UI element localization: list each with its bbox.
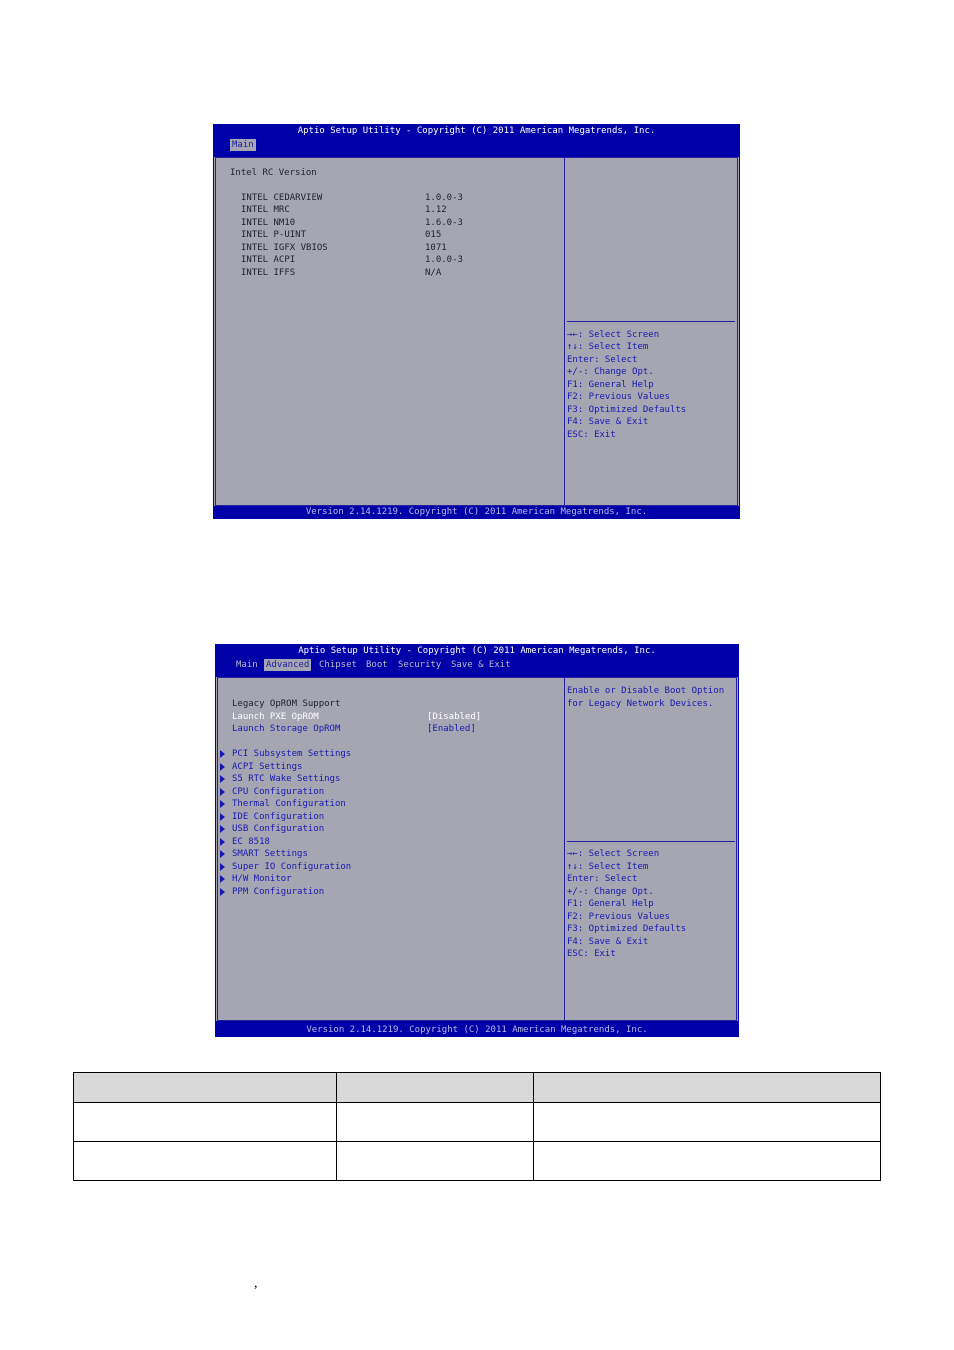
row-value: 1071 xyxy=(425,243,447,253)
row-label: INTEL P-UINT xyxy=(241,230,307,240)
row-value: 015 xyxy=(425,230,442,240)
table-header-cell xyxy=(74,1073,337,1103)
tab-security[interactable]: Security xyxy=(398,660,442,670)
bios-tab-bar xyxy=(215,658,739,672)
table-cell xyxy=(534,1103,881,1142)
bios-title: Aptio Setup Utility - Copyright (C) 2011 American Megatrends, Inc. xyxy=(298,646,656,656)
option-launch-storage-oprom[interactable]: Launch Storage OpROM xyxy=(232,724,341,734)
key-help-item: Enter: Select xyxy=(567,355,638,365)
row-value: 1.12 xyxy=(425,205,447,215)
submenu-label: IDE Configuration xyxy=(232,812,325,822)
bios-body xyxy=(215,676,739,1022)
triangle-right-icon xyxy=(220,838,225,846)
row-label: INTEL IFFS xyxy=(241,268,296,278)
submenu-label: H/W Monitor xyxy=(232,874,292,884)
row-label: INTEL ACPI xyxy=(241,255,296,265)
triangle-right-icon xyxy=(220,800,225,808)
submenu-label: PPM Configuration xyxy=(232,887,325,897)
bios-tab-bar xyxy=(213,138,740,152)
table-cell xyxy=(74,1103,337,1142)
row-value: 1.6.0-3 xyxy=(425,218,463,228)
table-cell xyxy=(534,1142,881,1181)
row-label: INTEL IGFX VBIOS xyxy=(241,243,328,253)
table-cell xyxy=(74,1142,337,1181)
row-label: INTEL MRC xyxy=(241,205,290,215)
stray-comma: , xyxy=(254,1276,258,1291)
key-help-item: F1: General Help xyxy=(567,380,654,390)
key-help-item: ESC: Exit xyxy=(567,949,616,959)
help-separator xyxy=(567,321,735,322)
triangle-right-icon xyxy=(220,788,225,796)
key-help-item: F4: Save & Exit xyxy=(567,417,649,427)
help-separator xyxy=(567,841,735,842)
table-header-cell xyxy=(336,1073,534,1103)
help-text-line: Enable or Disable Boot Option xyxy=(567,686,725,696)
tab-main[interactable]: Main xyxy=(236,660,258,670)
tab-advanced[interactable]: Advanced xyxy=(266,660,310,670)
table-header-row xyxy=(74,1073,881,1103)
row-value: 1.0.0-3 xyxy=(425,193,463,203)
key-help-item: +/-: Change Opt. xyxy=(567,367,654,377)
key-help-item: F3: Optimized Defaults xyxy=(567,924,687,934)
row-value: 1.0.0-3 xyxy=(425,255,463,265)
triangle-right-icon xyxy=(220,825,225,833)
key-help-item: F2: Previous Values xyxy=(567,392,670,402)
triangle-right-icon xyxy=(220,888,225,896)
row-label: INTEL CEDARVIEW xyxy=(241,193,323,203)
triangle-right-icon xyxy=(220,863,225,871)
submenu-label: EC 8518 xyxy=(232,837,270,847)
options-table xyxy=(73,1072,881,1181)
key-help-item: F2: Previous Values xyxy=(567,912,670,922)
key-help-item: +/-: Change Opt. xyxy=(567,887,654,897)
submenu-label: SMART Settings xyxy=(232,849,308,859)
key-help-item: ↑↓: Select Item xyxy=(567,342,649,352)
triangle-right-icon xyxy=(220,763,225,771)
table-row xyxy=(74,1142,881,1181)
submenu-label: ACPI Settings xyxy=(232,762,303,772)
table-header-cell xyxy=(534,1073,881,1103)
key-help-item: Enter: Select xyxy=(567,874,638,884)
key-help-item: F1: General Help xyxy=(567,899,654,909)
table-row xyxy=(74,1103,881,1142)
tab-boot[interactable]: Boot xyxy=(366,660,388,670)
submenu-label: S5 RTC Wake Settings xyxy=(232,774,341,784)
tab-save-exit[interactable]: Save & Exit xyxy=(451,660,511,670)
tab-main[interactable]: Main xyxy=(232,140,254,150)
bios-screen-main xyxy=(213,124,740,519)
triangle-right-icon xyxy=(220,775,225,783)
tab-chipset[interactable]: Chipset xyxy=(319,660,357,670)
key-help-item: →←: Select Screen xyxy=(567,849,660,859)
key-help-item: ESC: Exit xyxy=(567,430,616,440)
help-text-line: for Legacy Network Devices. xyxy=(567,699,714,709)
triangle-right-icon xyxy=(220,875,225,883)
key-help-item: ↑↓: Select Item xyxy=(567,862,649,872)
key-help-item: F3: Optimized Defaults xyxy=(567,405,687,415)
bios-footer: Version 2.14.1219. Copyright (C) 2011 American Megatrends, Inc. xyxy=(305,507,648,517)
table-cell xyxy=(336,1103,534,1142)
submenu-label: Thermal Configuration xyxy=(232,799,346,809)
key-help-item: →←: Select Screen xyxy=(567,330,660,340)
row-label: INTEL NM10 xyxy=(241,218,296,228)
submenu-label: Super IO Configuration xyxy=(232,862,352,872)
bios-footer: Version 2.14.1219. Copyright (C) 2011 American Megatrends, Inc. xyxy=(306,1025,648,1035)
triangle-right-icon xyxy=(220,813,225,821)
submenu-label: USB Configuration xyxy=(232,824,325,834)
key-help-item: F4: Save & Exit xyxy=(567,937,649,947)
option-value[interactable]: [Disabled] xyxy=(427,712,482,722)
section-heading: Legacy OpROM Support xyxy=(232,699,341,709)
bios-title: Aptio Setup Utility - Copyright (C) 2011 American Megatrends, Inc. xyxy=(297,126,656,136)
table-cell xyxy=(336,1142,534,1181)
section-heading: Intel RC Version xyxy=(230,168,317,178)
submenu-label: PCI Subsystem Settings xyxy=(232,749,352,759)
option-launch-pxe-oprom[interactable]: Launch PXE OpROM xyxy=(232,712,319,722)
submenu-label: CPU Configuration xyxy=(232,787,325,797)
bios-body xyxy=(213,156,740,507)
triangle-right-icon xyxy=(220,850,225,858)
row-value: N/A xyxy=(425,268,442,278)
option-value[interactable]: [Enabled] xyxy=(427,724,476,734)
triangle-right-icon xyxy=(220,750,225,758)
bios-screen-advanced xyxy=(215,644,739,1037)
